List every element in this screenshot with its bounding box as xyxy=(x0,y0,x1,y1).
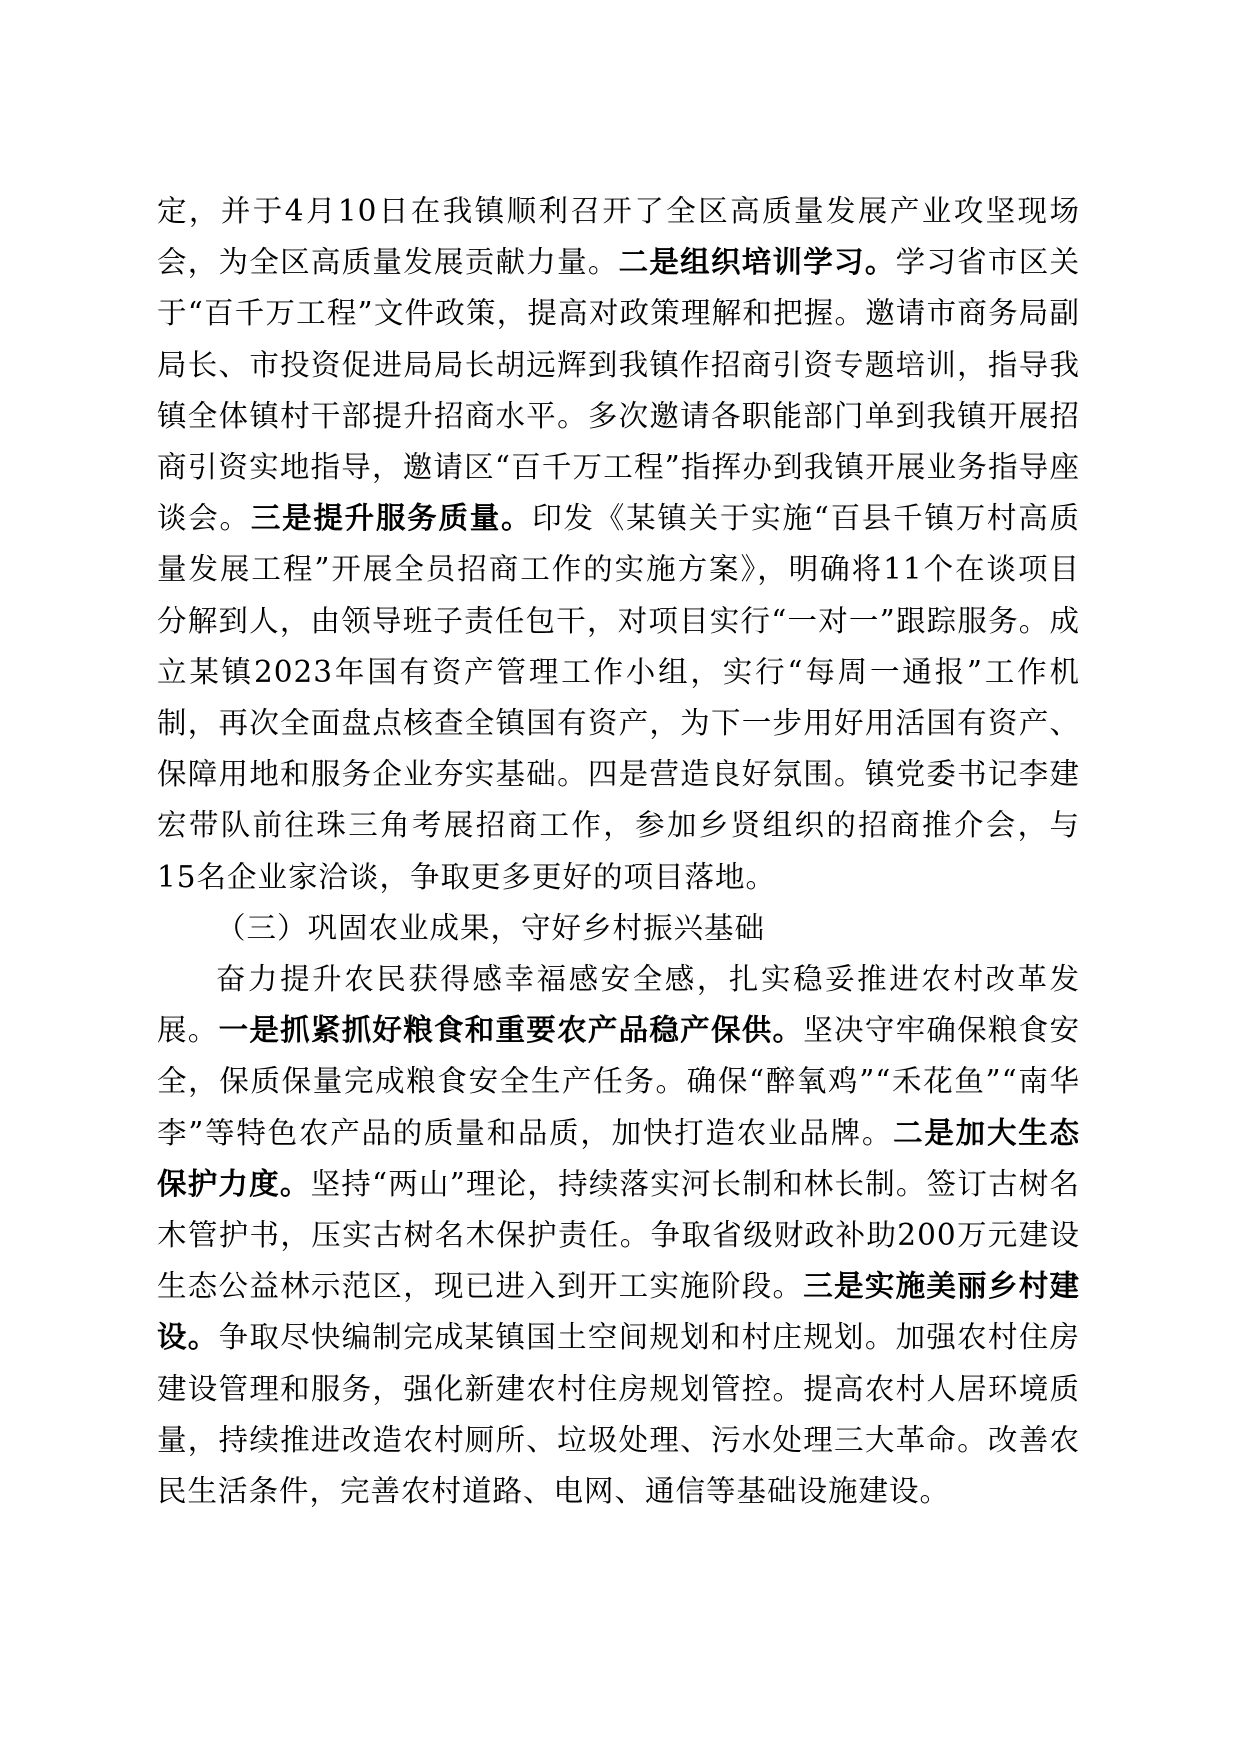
paragraph-1-text-3: 印发《某镇关于实施“百县千镇万村高质量发展工程”开展全员招商工作的实施方案》，明确将11个在谈项目分解到人，由领导班子责任包干，对项目实行“一对一”跟踪服务。成立某镇2023年国有资产管理工作小组，实行“每周一通报”工作机制，再次全面盘点核查全镇国有资产，为下一步用好用活国有资产、保障用地和服务企业夯实基础。四是营造良好氛围。镇党委书记李建宏带队前往珠三角考展招商工作，参加乡贤组织的招商推介会，与15名企业家洽谈，争取更多更好的项目落地。 xyxy=(157,501,1080,894)
paragraph-2-bold-lead-1: 一是抓紧抓好粮食和重要农产品稳产保供。 xyxy=(218,1013,804,1048)
paragraph-2 xyxy=(157,954,1080,1517)
paragraph-1-bold-lead-2: 二是组织培训学习。 xyxy=(618,245,896,280)
paragraph-2-text-1: 坚决守牢确保粮食安全，保质保量完成粮食安全生产任务。确保“醉氧鸡”“禾花鱼”“南华李”等特色农产品的质量和品质，加快打造农业品牌。 xyxy=(157,1013,1080,1150)
paragraph-2-text-3: 争取尽快编制完成某镇国土空间规划和村庄规划。加强农村住房建设管理和服务，强化新建农村住房规划管控。提高农村人居环境质量，持续推进改造农村厕所、垃圾处理、污水处理三大革命。改善农民生活条件，完善农村道路、电网、通信等基础设施建设。 xyxy=(157,1320,1080,1509)
paragraph-2-bold-lead-2: 二是加大生态保护力度。 xyxy=(157,1115,1080,1201)
section-heading-3 xyxy=(157,903,1080,954)
paragraph-2-bold-lead-3: 三是实施美丽乡村建设。 xyxy=(157,1269,1080,1355)
paragraph-1-bold-lead-3: 三是提升服务质量。 xyxy=(250,501,533,536)
paragraph-1-text-2: 学习省市区关于“百千万工程”文件政策，提高对政策理解和把握。邀请市商务局副局长、市投资促进局局长胡远辉到我镇作招商引资专题培训，指导我镇全体镇村干部提升招商水平。多次邀请各职能部门单到我镇开展招商引资实地指导，邀请区“百千万工程”指挥办到我镇开展业务指导座谈会。 xyxy=(157,245,1080,536)
section-heading-text: （三）巩固农业成果，守好乡村振兴基础 xyxy=(216,910,766,945)
document-body xyxy=(157,186,1080,1517)
paragraph-1 xyxy=(157,186,1080,903)
paragraph-1-text-1: 定，并于4月10日在我镇顺利召开了全区高质量发展产业攻坚现场会，为全区高质量发展贡献力量。 xyxy=(157,194,1080,280)
paragraph-2-intro: 奋力提升农民获得感幸福感安全感，扎实稳妥推进农村改革发展。 xyxy=(157,962,1080,1048)
paragraph-2-text-2: 坚持“两山”理论，持续落实河长制和林长制。签订古树名木管护书，压实古树名木保护责任。争取省级财政补助200万元建设生态公益林示范区，现已进入到开工实施阶段。 xyxy=(157,1166,1080,1304)
